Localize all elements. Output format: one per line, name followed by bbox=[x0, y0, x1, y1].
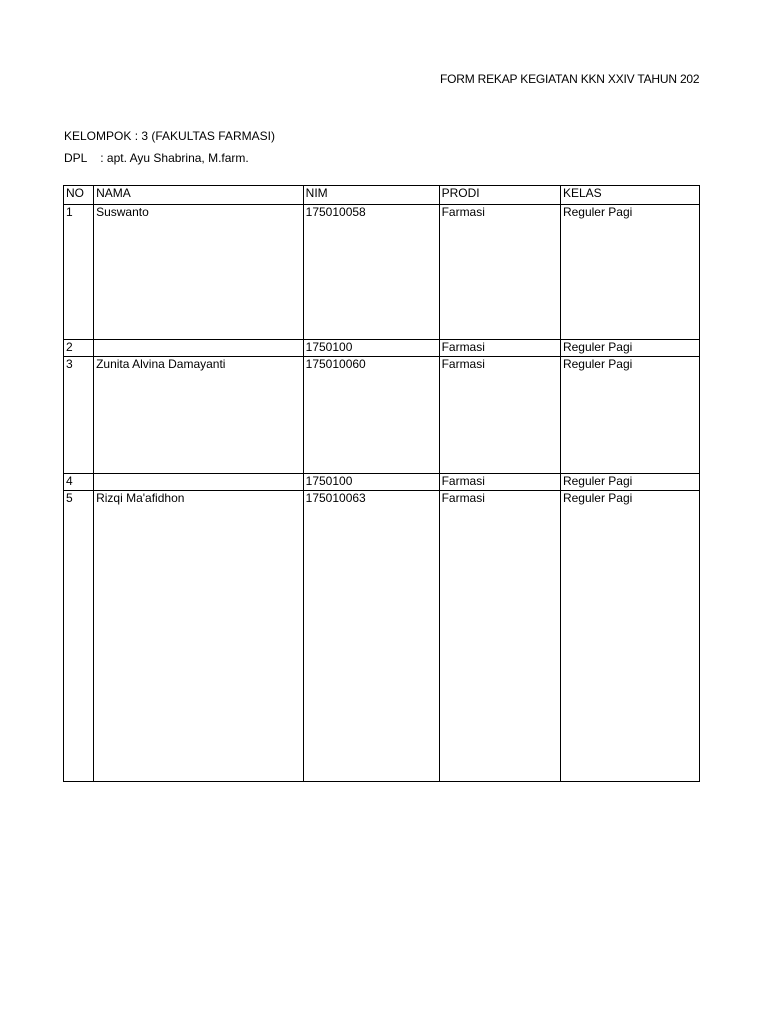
cell-nama: Rizqi Ma'afidhon bbox=[94, 491, 304, 782]
cell-kelas: Reguler Pagi bbox=[560, 357, 699, 474]
table-header-row bbox=[64, 186, 700, 205]
table-row bbox=[64, 205, 700, 340]
cell-nama: Zunita Alvina Damayanti bbox=[94, 357, 304, 474]
cell-nama: Suswanto bbox=[94, 205, 304, 340]
table-row bbox=[64, 340, 700, 357]
cell-nim: 175010063 bbox=[303, 491, 439, 782]
cell-kelas: Reguler Pagi bbox=[560, 491, 699, 782]
cell-no: 3 bbox=[64, 357, 94, 474]
cell-prodi: Farmasi bbox=[439, 474, 560, 491]
cell-nama bbox=[94, 340, 304, 357]
cell-nim: 1750100 bbox=[303, 340, 439, 357]
header-nama: NAMA bbox=[94, 186, 304, 205]
cell-prodi: Farmasi bbox=[439, 357, 560, 474]
cell-no: 5 bbox=[64, 491, 94, 782]
document-title: FORM REKAP KEGIATAN KKN XXIV TAHUN 202 bbox=[440, 72, 700, 86]
cell-nim: 1750100 bbox=[303, 474, 439, 491]
cell-nama bbox=[94, 474, 304, 491]
table-row bbox=[64, 491, 700, 782]
cell-nim: 175010060 bbox=[303, 357, 439, 474]
cell-kelas: Reguler Pagi bbox=[560, 340, 699, 357]
dpl-line: DPL : apt. Ayu Shabrina, M.farm. bbox=[64, 151, 249, 165]
cell-no: 2 bbox=[64, 340, 94, 357]
cell-kelas: Reguler Pagi bbox=[560, 474, 699, 491]
cell-nim: 175010058 bbox=[303, 205, 439, 340]
recap-table bbox=[63, 185, 700, 782]
header-nim: NIM bbox=[303, 186, 439, 205]
cell-prodi: Farmasi bbox=[439, 491, 560, 782]
cell-kelas: Reguler Pagi bbox=[560, 205, 699, 340]
cell-prodi: Farmasi bbox=[439, 205, 560, 340]
table-row bbox=[64, 357, 700, 474]
cell-prodi: Farmasi bbox=[439, 340, 560, 357]
kelompok-line: KELOMPOK : 3 (FAKULTAS FARMASI) bbox=[64, 129, 275, 143]
header-prodi: PRODI bbox=[439, 186, 560, 205]
cell-no: 4 bbox=[64, 474, 94, 491]
cell-no: 1 bbox=[64, 205, 94, 340]
table-row bbox=[64, 474, 700, 491]
header-no: NO bbox=[64, 186, 94, 205]
header-kelas: KELAS bbox=[560, 186, 699, 205]
